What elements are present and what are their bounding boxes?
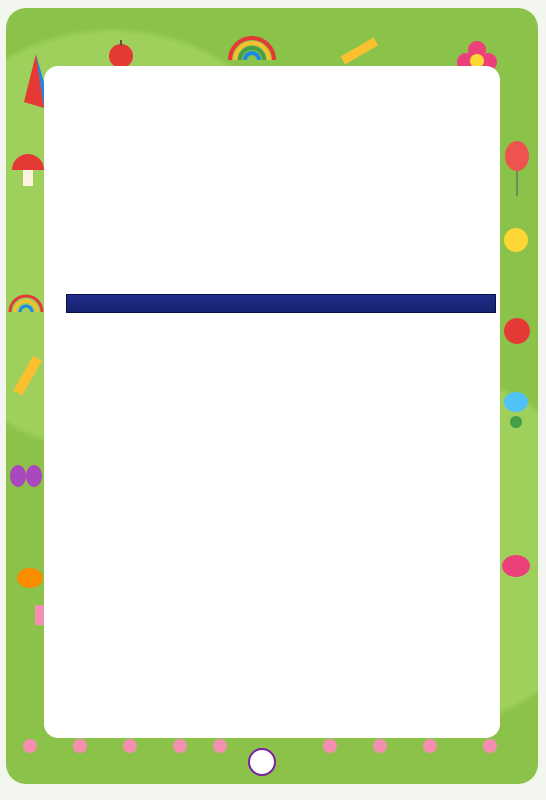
page-number	[248, 748, 276, 776]
bird-icon	[496, 380, 536, 430]
butterfly-icon	[8, 458, 44, 494]
rainbow-icon	[226, 30, 278, 62]
section-banner	[66, 294, 496, 313]
apple-icon	[104, 36, 138, 70]
balloon-icon	[502, 140, 532, 196]
rainbow-icon	[8, 290, 44, 314]
mushroom-icon	[8, 148, 48, 192]
pencil-icon	[8, 352, 48, 402]
pencil-icon	[336, 30, 386, 70]
lemon-icon	[502, 226, 530, 254]
apple-icon	[500, 312, 534, 346]
content-panel	[44, 66, 500, 738]
